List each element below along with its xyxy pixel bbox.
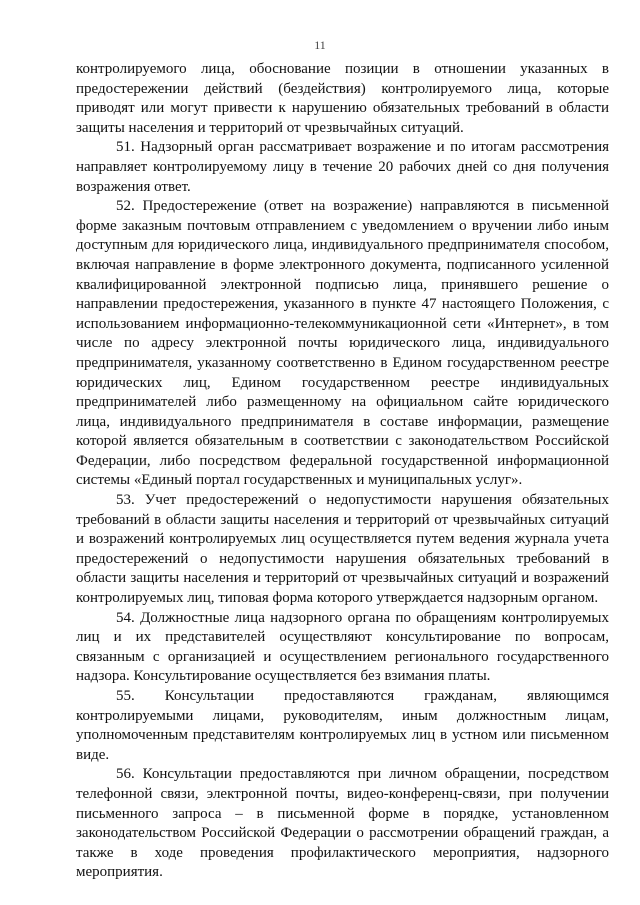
paragraph-52: 52. Предостережение (ответ на возражение) направляются в письменной форме заказным почтовым отправлением с уведомлением о вручении либо иным доступным для юридического лица, индивидуального предпринимателя способом, включая направление в форме электронного документа, подписанного усиленной квалифицированной электронной подписью лица, принявшего решение о направлении предостережения, указанного в пункте 47 настоящего Положения, с использованием информационно-телекоммуникационной сети «Интернет», в том числе по адресу электронной почты юридического лица, индивидуального предпринимателя, указанному соответственно в Едином государственном реестре юридических лиц, Едином государственном реестре индивидуальных предпринимателей либо размещенному на официальном сайте юридического лица, индивидуального предпринимателя в составе информации, размещение которой является обязательным в соответствии с законодательством Российской Федерации, либо посредством федеральной государственной информационной системы «Единый портал государственных и муниципальных услуг».: [76, 198, 609, 489]
paragraph-56: 56. Консультации предоставляются при личном обращении, посредством телефонной связи, электронной почты, видео-конференц-связи, при получении письменного запроса – в письменной форме в порядке, установленном законодательством Российской Федерации о рассмотрении обращений граждан, а также в ходе проведения профилактического мероприятия, надзорного мероприятия.: [76, 766, 609, 881]
paragraph-55: 55. Консультации предоставляются гражданам, являющимся контролируемыми лицами, руководителям, иным должностным лицам, уполномоченным представителям контролируемых лиц в устном или письменном виде.: [76, 688, 609, 763]
page-number: 11: [314, 38, 326, 52]
paragraph-51: 51. Надзорный орган рассматривает возражение и по итогам рассмотрения направляет контролируемому лицу в течение 20 рабочих дней со дня получения возражения ответ.: [76, 139, 609, 195]
document-body: [76, 60, 609, 883]
paragraph-50-continuation: контролируемого лица, обоснование позиции в отношении указанных в предостережении действий (бездействия) контролируемого лица, которые приводят или могут привести к нарушению обязательных требований в области защиты населения и территорий от чрезвычайных ситуаций.: [76, 61, 609, 136]
paragraph-53: 53. Учет предостережений о недопустимости нарушения обязательных требований в области защиты населения и территорий от чрезвычайных ситуаций и возражений контролируемых лиц осуществляется путем ведения журнала учета предостережений о недопустимости нарушения обязательных требований в области защиты населения и территорий от чрезвычайных ситуаций и возражений контролируемых лиц, типовая форма которого утверждается надзорным органом.: [76, 492, 609, 607]
paragraph-54: 54. Должностные лица надзорного органа по обращениям контролируемых лиц и их представителей осуществляют консультирование по вопросам, связанным с организацией и осуществлением регионального государственного надзора. Консультирование осуществляется без взимания платы.: [76, 609, 609, 685]
